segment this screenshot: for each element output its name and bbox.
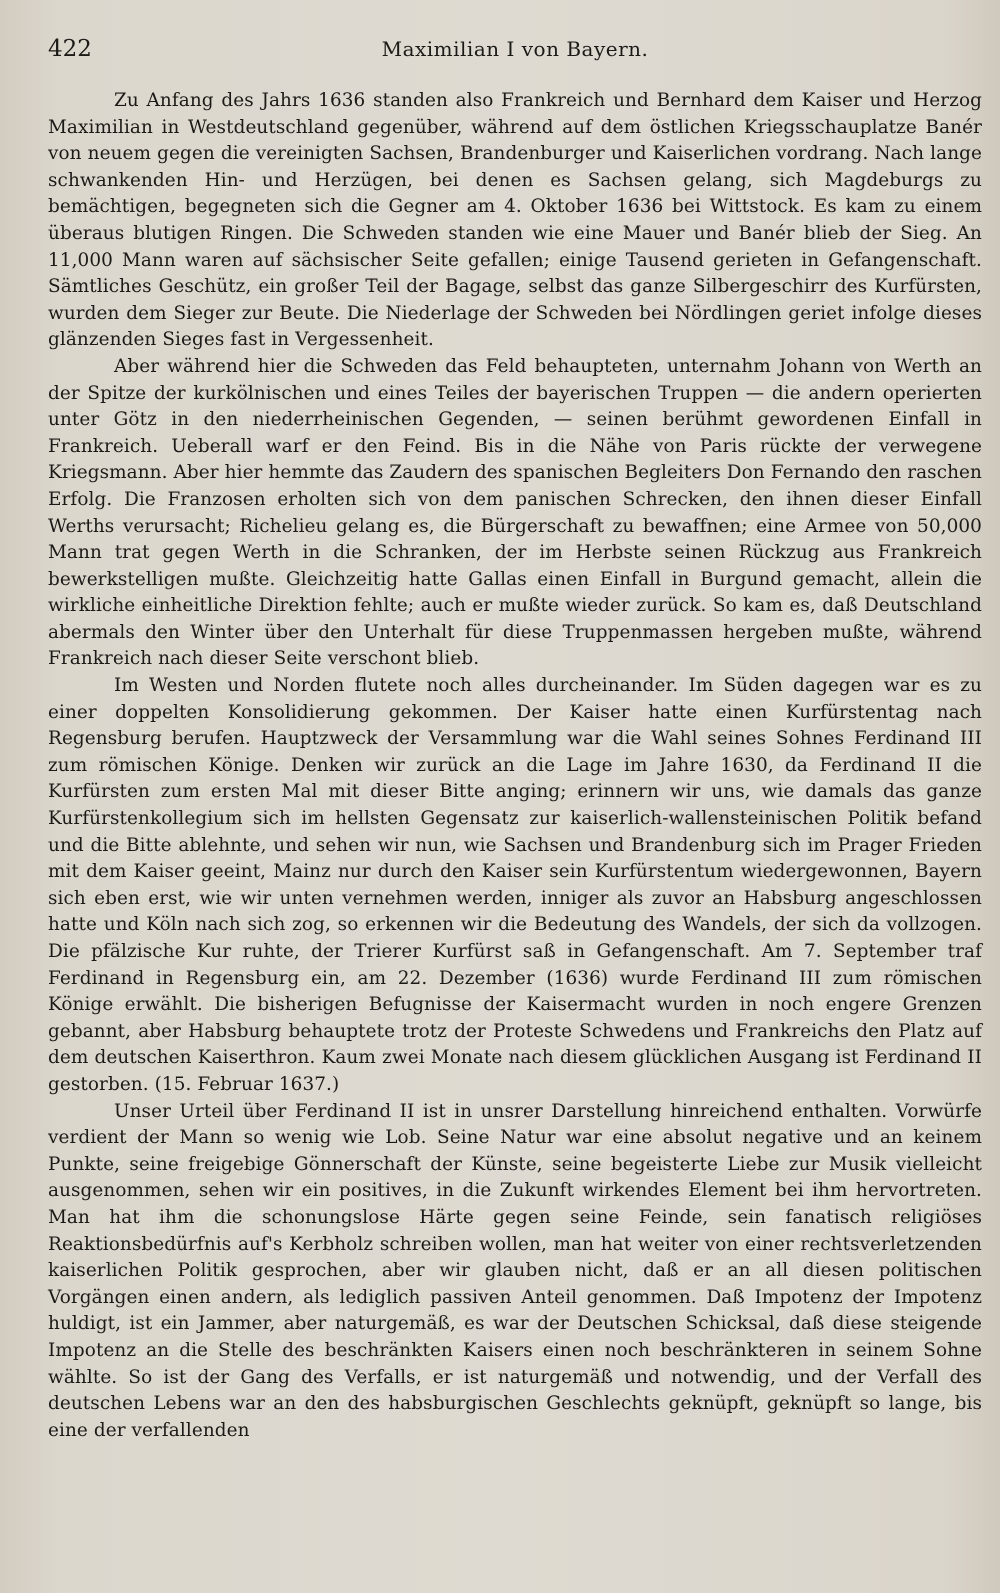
paragraph-2: Aber während hier die Schweden das Feld behaupteten, unternahm Johann von Werth an der Spitze der kurkölnischen und eines Teiles der bayerischen Truppen — die andern operierten unter Götz in den niederrheinischen Gegenden, — seinen berühmt gewordenen Einfall in Frankreich. Ueberall warf er den Feind. Bis in die Nähe von Paris rückte der verwegene Kriegsmann. Aber hier hemmte das Zaudern des spanischen Begleiters Don Fernando den raschen Erfolg. Die Franzosen erholten sich von dem panischen Schrecken, den ihnen dieser Einfall Werths verursacht; Richelieu gelang es, die Bürgerschaft zu bewaffnen; eine Armee von 50,000 Mann trat gegen Werth in die Schranken, der im Herbste seinen Rückzug aus Frankreich bewerkstelligen mußte. Gleichzeitig hatte Gallas einen Einfall in Burgund gemacht, allein die wirkliche einheitliche Direktion fehlte; auch er mußte wieder zurück. So kam es, daß Deutschland abermals den Winter über den Unterhalt für diese Truppenmassen hergeben mußte, während Frankreich nach dieser Seite verschont blieb. bbox=[48, 355, 982, 670]
paragraph-3: Im Westen und Norden flutete noch alles durcheinander. Im Süden dagegen war es zu einer doppelten Konsolidierung gekommen. Der Kaiser hatte einen Kurfürstentag nach Regensburg berufen. Hauptzweck der Versammlung war die Wahl seines Sohnes Ferdinand III zum römischen Könige. Denken wir zurück an die Lage im Jahre 1630, da Ferdinand II die Kurfürsten zum ersten Mal mit dieser Bitte anging; erinnern wir uns, wie damals das ganze Kurfürstenkollegium sich im hellsten Gegensatz zur kaiserlich-wallensteinischen Politik befand und die Bitte ablehnte, und sehen wir nun, wie Sachsen und Brandenburg sich im Prager Frieden mit dem Kaiser geeint, Mainz nur durch den Kaiser sein Kurfürstentum wiedergewonnen, Bayern sich eben erst, wie wir unten vernehmen werden, inniger als zuvor an Habsburg angeschlossen hatte und Köln nach sich zog, so erkennen wir die Bedeutung des Wandels, der sich da vollzogen. Die pfälzische Kur ruhte, der Trierer Kurfürst saß in Gefangenschaft. Am 7. September traf Ferdinand in Regensburg ein, am 22. Dezember (1636) wurde Ferdinand III zum römischen Könige erwählt. Die bisherigen Befugnisse der Kaisermacht wurden in noch engere Grenzen gebannt, aber Habsburg behauptete trotz der Proteste Schwedens und Frankreichs den Platz auf dem deutschen Kaiserthron. Kaum zwei Monate nach diesem glücklichen Ausgang ist Ferdinand II gestorben. (15. Februar 1637.) bbox=[48, 675, 982, 1095]
body-text bbox=[48, 88, 982, 1444]
running-head: Maximilian I von Bayern. bbox=[381, 37, 649, 61]
page-header bbox=[48, 36, 982, 80]
paragraph-4: Unser Urteil über Ferdinand II ist in unsrer Darstellung hinreichend enthalten. Vorwürfe verdient der Mann so wenig wie Lob. Seine Natur war eine absolut negative und an keinem Punkte, seine freigebige Gönnerschaft der Künste, seine begeisterte Liebe zur Musik vielleicht ausgenommen, sehen wir ein positives, in die Zukunft wirkendes Element bei ihm hervortreten. Man hat ihm die schonungslose Härte gegen seine Feinde, sein fanatisch religiöses Reaktionsbedürfnis auf's Kerbholz schreiben wollen, man hat weiter von einer rechtsverletzenden kaiserlichen Politik gesprochen, aber wir glauben nicht, daß er an all diesen politischen Vorgängen einen andern, als lediglich passiven Anteil genommen. Daß Impotenz der Impotenz huldigt, ist ein Jammer, aber naturgemäß, es war der Deutschen Schicksal, daß diese steigende Impotenz an die Stelle des beschränkten Kaisers einen noch beschränkteren in seinem Sohne wählte. So ist der Gang des Verfalls, er ist naturgemäß und notwendig, und der Verfall des deutschen Lebens war an den des habsburgischen Geschlechts geknüpft, geknüpft so lange, bis eine der verfallenden bbox=[48, 1100, 982, 1441]
paragraph-1: Zu Anfang des Jahrs 1636 standen also Frankreich und Bernhard dem Kaiser und Herzog Maximilian in Westdeutschland gegenüber, während auf dem östlichen Kriegsschauplatze Banér von neuem gegen die vereinigten Sachsen, Brandenburger und Kaiserlichen vordrang. Nach lange schwankenden Hin- und Herzügen, bei denen es Sachsen gelang, sich Magdeburgs zu bemächtigen, begegneten sich die Gegner am 4. Oktober 1636 bei Wittstock. Es kam zu einem überaus blutigen Ringen. Die Schweden standen wie eine Mauer und Banér blieb der Sieg. An 11,000 Mann waren auf sächsischer Seite gefallen; einige Tausend gerieten in Gefangenschaft. Sämtliches Geschütz, ein großer Teil der Bagage, selbst das ganze Silbergeschirr des Kurfürsten, wurden dem Sieger zur Beute. Die Niederlage der Schweden bei Nördlingen geriet infolge dieses glänzenden Sieges fast in Vergessenheit. bbox=[48, 90, 982, 351]
page-number: 422 bbox=[48, 36, 92, 62]
